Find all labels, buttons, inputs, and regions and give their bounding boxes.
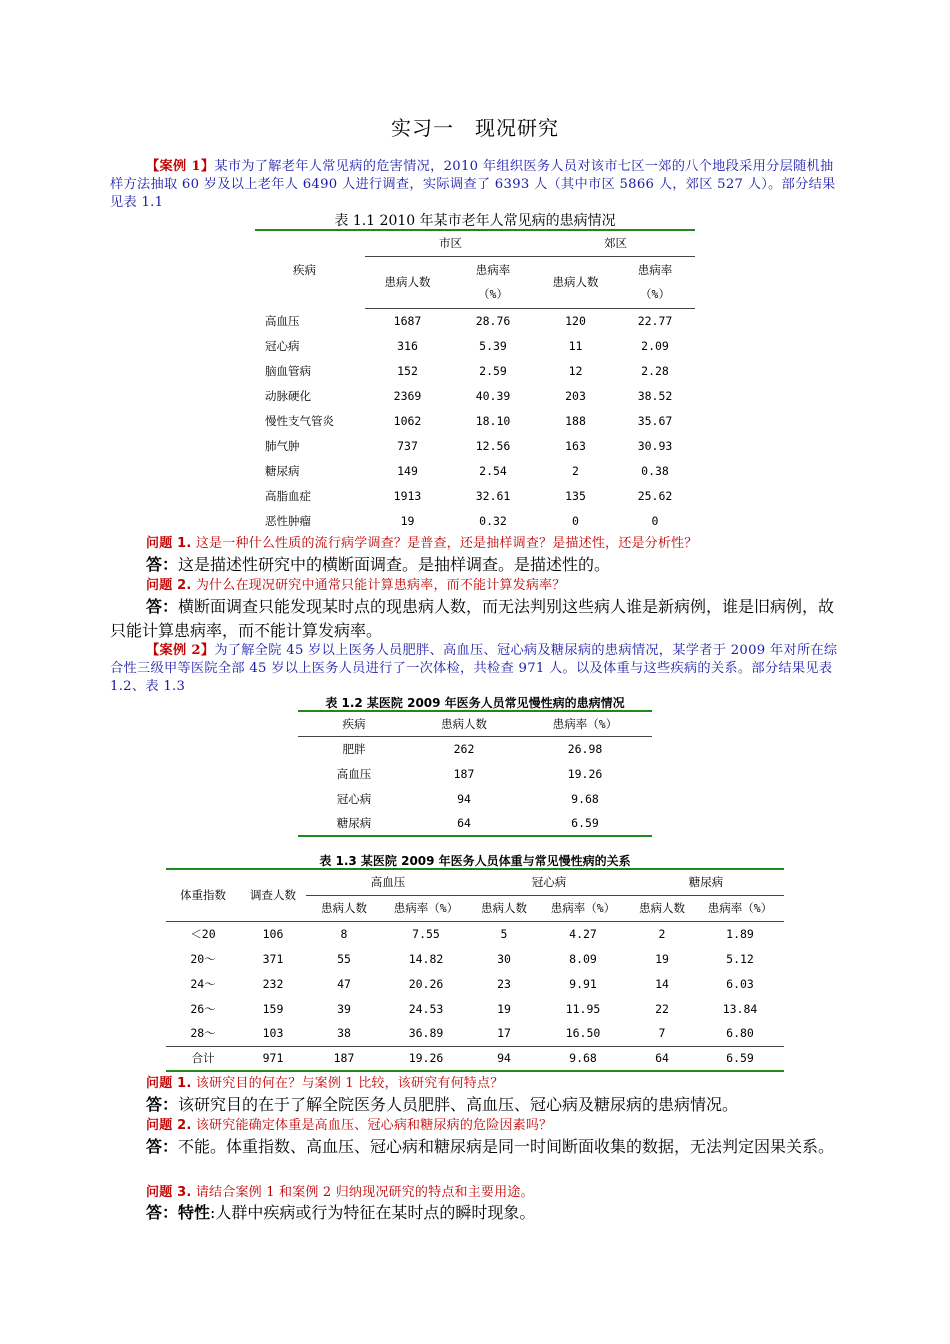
t1-header-suburb-rate-unit: （%） [640,287,670,301]
case2-paragraph [110,642,842,696]
c1a1-text: 这是描述性研究中的横断面调查。是抽样调查。是描述性的。 [178,555,611,574]
table-row [255,358,695,383]
table-row [255,483,695,508]
t1-cell: 2 [572,463,579,478]
t3-cell: 24～ [190,976,216,991]
t3-cell: 20.26 [408,976,444,991]
case2-answer3 [110,1201,845,1225]
table-row [166,1021,784,1046]
t3-cell: 371 [262,951,284,966]
c1a1-label: 答： [146,555,179,574]
c1q2-label: 问题 2. [146,578,192,593]
t3-cell: 14 [655,976,669,991]
t1-cell: 316 [397,338,418,353]
t1-cell: 糖尿病 [265,463,300,478]
t3-cell: 64 [655,1051,669,1066]
t3-header-hyp-count: 患病人数 [306,895,382,921]
t1-cell: 5.39 [479,338,507,353]
case1-text: 某市为了解老年人常见病的危害情况，2010 年组织医务人员对该市七区一郊的八个地段采用分层随机抽样方法抽取 60 岁及以上老年人 6490 人进行调查，实际调查了 6393 人（其中市区 5866 人，郊区 527 人）。部分结果见表 1.1 [110,159,836,210]
t3-cell: 1.89 [726,926,754,941]
t1-cell: 12 [568,363,583,378]
table3 [166,868,784,1072]
t3-cell: 47 [337,976,351,991]
case1-tag: 【案例 1】 [146,159,215,174]
t2-cell: 高血压 [336,766,372,781]
c2q3-label: 问题 3. [146,1185,192,1200]
table-row [255,433,695,458]
t1-cell: 慢性支气管炎 [265,413,334,428]
t3-cell: 5.12 [726,951,754,966]
t1-cell: 25.62 [637,488,673,503]
t1-cell: 135 [565,488,586,503]
t1-header-city-count: 患病人数 [365,256,450,308]
t3-cell: 971 [262,1051,284,1066]
table-row [255,508,695,533]
t1-cell: 脑血管病 [265,363,311,378]
t2-cell: 26.98 [567,741,603,756]
t1-cell: 高血压 [265,313,300,328]
t3-cell: ＜20 [190,926,216,941]
table-row [255,458,695,483]
c2q3-text: 请结合案例 1 和案例 2 归纳现况研究的特点和主要用途。 [195,1185,534,1200]
c2a2-text: 不能。体重指数、高血压、冠心病和糖尿病是同一时间断面收集的数据，无法判定因果关系。 [178,1137,835,1156]
table-row [255,308,695,333]
t1-cell: 肺气肿 [265,438,300,453]
table2 [298,710,652,837]
t1-cell: 1913 [393,488,422,503]
table1-caption: 表 1.1 2010 年某市老年人常见病的患病情况 [334,213,616,229]
t3-cell: 22 [655,1001,669,1016]
t1-cell: 18.10 [475,413,511,428]
t1-header-disease: 疾病 [293,262,316,277]
t3-cell: 103 [262,1026,284,1041]
t3-cell: 13.84 [722,1001,758,1016]
table-row [298,736,652,761]
t3-cell: 187 [333,1051,355,1066]
t1-cell: 32.61 [475,488,511,503]
t2-cell: 9.68 [571,791,599,806]
t1-cell: 120 [565,313,586,328]
t3-cell: 106 [262,926,284,941]
t1-cell: 28.76 [475,313,511,328]
t3-cell: 5 [500,926,508,941]
t1-cell: 22.77 [637,313,673,328]
t3-cell: 19 [655,951,669,966]
t3-header-diabetes: 糖尿病 [628,869,784,895]
c2q1-text: 该研究目的何在？与案例 1 比较，该研究有何特点？ [195,1076,504,1091]
table-row [298,811,652,836]
case2-question2 [146,1117,846,1135]
t1-cell: 203 [565,388,586,403]
c1a2-text: 横断面调查只能发现某时点的现患病人数，而无法判别这些病人谁是新病例，谁是旧病例，故只能计算患病率，而不能计算发病率。 [110,597,835,640]
case1-answer1 [110,553,845,577]
c2q2-label: 问题 2. [146,1118,192,1133]
case1-paragraph [110,158,842,212]
t3-cell: 7 [658,1026,666,1041]
case2-question1 [146,1075,846,1093]
c2a1-text: 该研究目的在于了解全院医务人员肥胖、高血压、冠心病及糖尿病的患病情况。 [178,1095,739,1114]
t1-cell: 0.32 [479,513,507,528]
t1-cell: 19 [400,513,415,528]
t3-cell: 55 [337,951,351,966]
t3-header-dm-rate: 患病率（%） [696,895,784,921]
t3-header-bmi: 体重指数 [166,869,240,921]
t3-cell: 7.55 [412,926,440,941]
t1-cell: 0 [651,513,659,528]
page-title: 实习一 现况研究 [391,116,559,140]
t3-cell: 23 [497,976,511,991]
t3-header-hypertension: 高血压 [306,869,470,895]
case1-question1 [146,535,846,553]
table-row [166,996,784,1021]
t1-body [255,308,695,533]
table-row [298,786,652,811]
t3-cell: 30 [497,951,511,966]
case2-text: 为了解全院 45 岁以上医务人员肥胖、高血压、冠心病及糖尿病的患病情况，某学者于 2009 年对所在综合性三级甲等医院全部 45 岁以上医务人员进行了一次体检，共检查 971 人。以及体重与这些疾病的关系。部分结果见表 1.2、表 1.3 [110,643,838,694]
table-row [298,761,652,786]
t1-cell: 152 [397,363,418,378]
c1q1-text: 这是一种什么性质的流行病学调查？是普查，还是抽样调查？是描述性，还是分析性？ [195,536,698,551]
t3-cell: 19.26 [408,1051,444,1066]
t1-cell: 0.38 [641,463,669,478]
t2-cell: 94 [457,791,471,806]
t3-cell: 39 [337,1001,351,1016]
table2-caption: 表 1.2 某医院 2009 年医务人员常见慢性病的患病情况 [325,696,625,710]
t3-cell: 8.09 [569,951,597,966]
t2-cell: 糖尿病 [336,816,372,830]
t1-cell: 35.67 [637,413,673,428]
t3-cell: 6.80 [726,1026,754,1041]
t3-cell: 17 [497,1026,511,1041]
t3-cell: 6.03 [726,976,754,991]
t1-cell: 0 [572,513,579,528]
t3-cell: 合计 [191,1051,215,1066]
c1a2-label: 答： [146,597,179,616]
c1q2-text: 为什么在现况研究中通常只能计算患病率，而不能计算发病率？ [195,578,566,593]
t1-cell: 188 [565,413,586,428]
t1-cell: 高脂血症 [265,488,311,503]
t3-cell: 14.82 [408,951,444,966]
t1-cell: 2369 [393,388,422,403]
t1-cell: 冠心病 [265,338,300,353]
t2-cell: 262 [453,741,475,756]
table1 [255,229,695,533]
t3-header-chd-rate: 患病率（%） [538,895,628,921]
t2-cell: 冠心病 [336,791,372,806]
t2-header-disease: 疾病 [298,711,410,736]
t3-cell: 16.50 [565,1026,601,1041]
c2q1-label: 问题 1. [146,1076,192,1091]
t1-cell: 163 [565,438,586,453]
t3-cell: 20～ [190,951,216,966]
t1-cell: 2.59 [479,363,507,378]
t1-cell: 1687 [393,313,422,328]
t1-cell: 38.52 [637,388,673,403]
t1-cell: 12.56 [475,438,511,453]
t3-header-n: 调查人数 [240,869,306,921]
t3-cell: 19 [497,1001,511,1016]
t1-cell: 动脉硬化 [265,388,311,403]
t3-cell: 28～ [190,1026,216,1041]
t1-cell: 恶性肿瘤 [265,513,311,528]
t1-cell: 30.93 [637,438,673,453]
t1-header-suburb-rate: 患病率 [637,263,673,277]
t3-cell: 24.53 [408,1001,444,1016]
t3-cell: 4.27 [569,926,597,941]
t2-cell: 64 [457,816,471,830]
t3-cell: 9.68 [569,1051,597,1066]
t1-cell: 1062 [393,413,422,428]
t3-header-dm-count: 患病人数 [628,895,696,921]
t3-header-chd-count: 患病人数 [470,895,538,921]
c2a2-label: 答： [146,1137,179,1156]
t2-cell: 19.26 [567,766,603,781]
t3-cell: 8 [340,926,348,941]
case1-answer2 [110,595,845,643]
t3-cell: 38 [337,1026,351,1041]
t3-cell: 11.95 [565,1001,601,1016]
t2-header-count: 患病人数 [410,711,518,736]
case2-question3 [146,1184,846,1202]
t2-cell: 肥胖 [342,741,366,756]
t1-header-suburb: 郊区 [536,230,695,256]
t1-header-city-rate-unit: （%） [478,287,508,301]
t2-cell: 187 [453,766,475,781]
t1-cell: 2.09 [641,338,669,353]
table-total-row [166,1046,784,1071]
table-row [255,408,695,433]
t1-header-city-rate: 患病率 [475,263,511,277]
t3-header-chd: 冠心病 [470,869,628,895]
t3-cell: 26～ [190,1001,216,1016]
case2-answer2 [110,1135,845,1159]
c1q1-label: 问题 1. [146,536,192,551]
t1-cell: 40.39 [475,388,511,403]
t1-cell: 2.54 [479,463,507,478]
table-row [166,946,784,971]
c2a3-text: :人群中疾病或行为特征在某时点的瞬时现象。 [210,1203,536,1222]
t3-cell: 6.59 [726,1051,754,1066]
case2-answer1 [110,1093,845,1117]
t2-cell: 6.59 [571,816,599,830]
t3-header-hyp-rate: 患病率（%） [382,895,470,921]
table-row [255,333,695,358]
c2a3-label2: 特性 [178,1203,211,1222]
table-row [166,921,784,946]
t3-cell: 2 [658,926,666,941]
c2a1-label: 答： [146,1095,179,1114]
t3-cell: 159 [262,1001,284,1016]
t2-header-rate: 患病率（%） [518,711,652,736]
t1-cell: 737 [397,438,418,453]
c2a3-label: 答： [146,1203,179,1222]
t1-cell: 2.28 [641,363,669,378]
c2q2-text: 该研究能确定体重是高血压、冠心病和糖尿病的危险因素吗？ [195,1118,553,1133]
case1-question2 [146,577,846,595]
table-row [166,971,784,996]
t3-cell: 9.91 [569,976,597,991]
table-row [255,383,695,408]
t1-cell: 11 [568,338,583,353]
t3-cell: 232 [262,976,284,991]
case2-tag: 【案例 2】 [146,643,215,658]
t3-cell: 94 [497,1051,511,1066]
table3-caption: 表 1.3 某医院 2009 年医务人员体重与常见慢性病的关系 [319,854,631,868]
t1-header-city: 市区 [365,230,536,256]
t1-header-suburb-count: 患病人数 [536,256,615,308]
t3-cell: 36.89 [408,1026,444,1041]
t1-cell: 149 [397,463,418,478]
